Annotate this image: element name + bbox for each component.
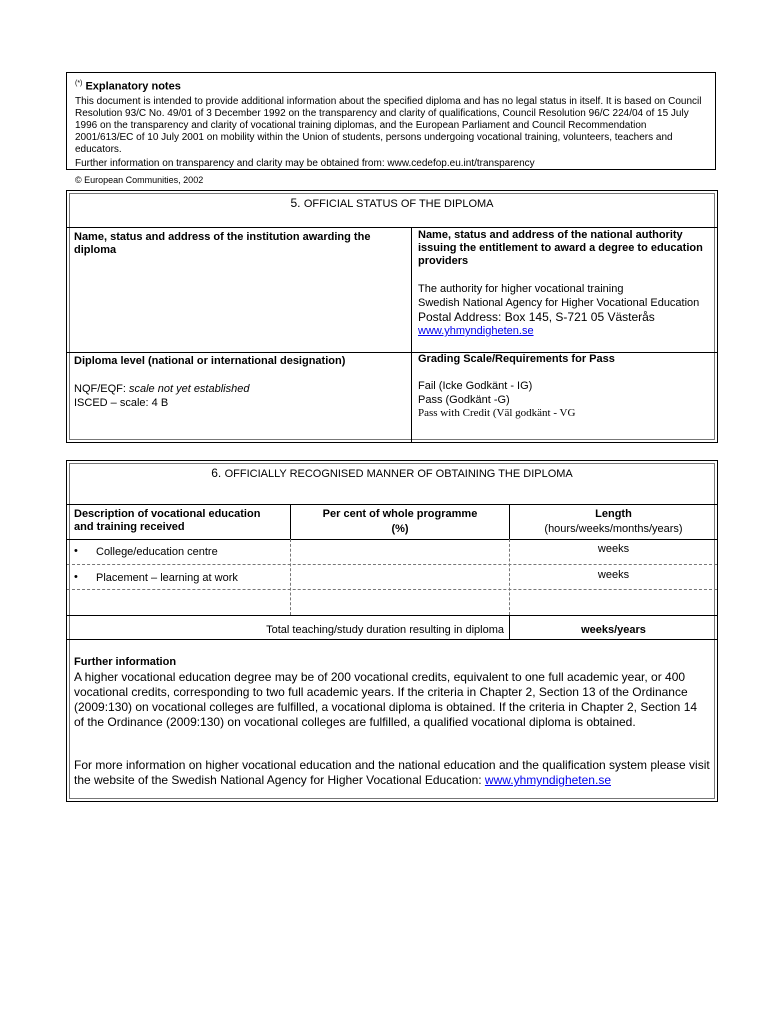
notes-body: This document is intended to provide additional information about the specified diploma and has no legal status in itself. It is based on Council Resolution 93/C No. 49/01 of 3 December 1992 on the transparency and clarity of qualifications, Council Resolution 96/C 224/04 of 15 July 1996 on the transparency and clarity of vocational training diplomas, and the European Parliament and Council Recommendation 2001/613/EC of 10 July 2001 on mobility within the Union of students, persons undergoing vocational training, volunteers, teachers and educators.	[75, 95, 702, 155]
col-description-header: Description of vocational education and training received	[74, 508, 261, 533]
section-5-title-text: OFFICIAL STATUS OF THE DIPLOMA	[303, 198, 494, 210]
total-duration-value: weeks/years	[581, 624, 646, 636]
authority-line-1: The authority for higher vocational training	[418, 283, 624, 295]
col-percent-unit: (%)	[391, 523, 409, 535]
divider	[67, 352, 717, 353]
notes-title	[75, 78, 707, 93]
section-5-official-status	[66, 190, 718, 443]
divider	[67, 589, 717, 590]
notes-title-text: Explanatory notes	[85, 80, 181, 93]
diploma-level-heading: Diploma level (national or international designation)	[74, 355, 346, 367]
section-5-number: 5.	[290, 196, 301, 210]
divider	[290, 504, 291, 539]
nqf-value: scale not yet established	[129, 383, 250, 395]
further-info-paragraph-2	[74, 758, 710, 788]
bullet-icon: •	[74, 545, 78, 557]
notes-marker: (*)	[75, 80, 83, 87]
grade-fail: Fail (Icke Godkänt - IG)	[418, 380, 533, 392]
section-5-title	[67, 196, 717, 212]
further-info-paragraph-1: A higher vocational education degree may be of 200 vocational credits, equivalent to one full academic year, or 400 vocational credits, corresponding to two full academic years. If the criteria in Chapter 2, Section 13 of the Ordinance (2009:130) on vocational colleges are fulfilled, a vocational diploma is obtained. If the criteria in Chapter 2, Section 14 of the Ordinance (2009:130) on vocational colleges are fulfilled, a qualified vocational diploma is obtained.	[74, 670, 698, 729]
row-placement-label: Placement – learning at work	[96, 572, 238, 584]
explanatory-notes-box	[66, 72, 716, 185]
divider	[67, 564, 717, 565]
grade-pass-credit: Pass with Credit (Väl godkänt - VG	[418, 407, 576, 419]
section-6-title-text: OFFICIALLY RECOGNISED MANNER OF OBTAINING THE DIPLOMA	[224, 468, 573, 480]
bullet-icon: •	[74, 571, 78, 583]
divider	[290, 539, 291, 615]
divider	[67, 504, 717, 505]
authority-heading: Name, status and address of the national authority issuing the entitlement to award a degree to education providers	[418, 229, 703, 267]
authority-website-link[interactable]: www.yhmyndigheten.se	[418, 325, 534, 337]
nqf-eqf	[74, 383, 249, 396]
total-duration-label: Total teaching/study duration resulting in diploma	[266, 624, 504, 636]
further-info-website-link[interactable]: www.yhmyndigheten.se	[484, 773, 611, 787]
section-6-number: 6.	[211, 466, 222, 480]
divider	[509, 504, 510, 539]
further-info-heading: Further information	[74, 656, 177, 668]
col-length-unit: (hours/weeks/months/years)	[544, 523, 683, 535]
col-percent-header: Per cent of whole programme	[322, 508, 478, 520]
nqf-label: NQF/EQF:	[74, 383, 129, 395]
institution-heading: Name, status and address of the institution awarding the diploma	[74, 231, 371, 256]
col-length-header: Length	[595, 508, 632, 520]
section-6-title	[67, 466, 717, 482]
authority-line-2: Swedish National Agency for Higher Vocational Education	[418, 297, 700, 309]
notes-further: Further information on transparency and clarity may be obtained from: www.cedefop.eu.int/transparency	[75, 157, 535, 169]
divider	[67, 227, 717, 228]
divider	[67, 615, 717, 616]
grade-pass: Pass (Godkänt -G)	[418, 394, 510, 406]
row-college-label: College/education centre	[96, 546, 218, 558]
row-college-length: weeks	[597, 543, 630, 555]
notes-copyright: © European Communities, 2002	[75, 174, 204, 185]
divider	[67, 639, 717, 640]
isced-scale: ISCED – scale: 4 B	[74, 397, 169, 409]
postal-address: Postal Address: Box 145, S-721 05 Västerås	[418, 310, 655, 324]
further-info-text: For more information on higher vocational education and the national education and the qualification system please visit the website of the Swedish National Agency for Higher Vocational Education:	[74, 758, 710, 787]
divider	[411, 227, 412, 442]
section-6-obtaining-diploma	[66, 460, 718, 802]
divider	[67, 539, 717, 540]
grading-heading: Grading Scale/Requirements for Pass	[418, 353, 615, 365]
row-placement-length: weeks	[597, 569, 630, 581]
